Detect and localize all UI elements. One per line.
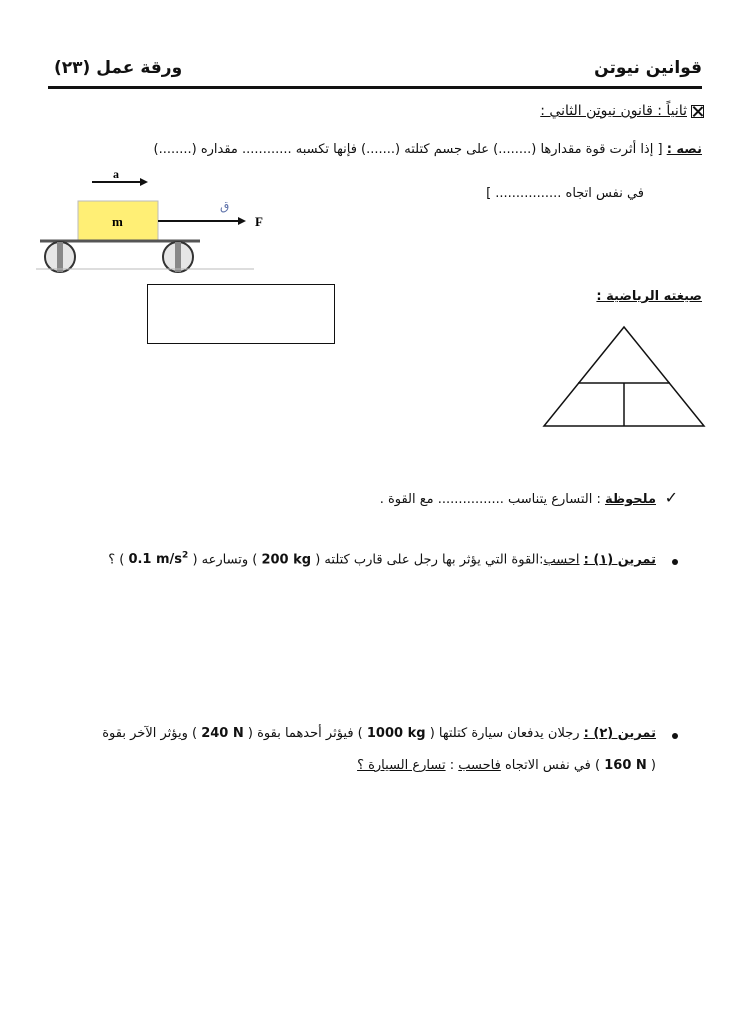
exercise-1-acceleration: 0.1 $m/s^2$ [128, 551, 189, 568]
mass-label: m [112, 214, 123, 229]
exercise-2-text-f: : [449, 758, 455, 773]
statement-line-1: [ إذا أثرت قوة مقدارها (........) على جسم كتلته (.......) فإنها تكسبه ............ مقداره (........) [153, 142, 663, 157]
exercise-2-question: تسارع السيارة ؟ [357, 758, 446, 773]
arabic-force-label: ق [220, 199, 230, 213]
worksheet-topic: قوانين نيوتن [594, 58, 702, 78]
note [380, 492, 656, 507]
exercise-2-text-e: ) في نفس الاتجاه [504, 758, 601, 773]
exercise-2-label: تمرين (٢) : [583, 726, 656, 741]
note-text: : التسارع يتناسب ................ مع القوة . [379, 492, 601, 507]
exercise-2-line-2 [357, 758, 656, 773]
exercise-1-text-c: ) ؟ [108, 552, 125, 568]
cart-diagram [36, 162, 272, 274]
exercise-2-line-1 [102, 726, 656, 741]
formula-title: صيغته الرياضية : [596, 289, 702, 304]
cart-wheel-right-axle [175, 242, 181, 272]
force-arrowhead [238, 217, 246, 225]
exercise-2-mass: 1000 kg [366, 726, 426, 741]
checkbox-icon [691, 105, 704, 118]
exercise-1-mass: 200 kg [261, 552, 312, 568]
exercise-2-text-b: ) فيؤثر أحدهما بقوة ( [247, 726, 363, 741]
section-title-text: ثانياً : قانون نيوتن الثاني : [540, 103, 687, 119]
force-label: F [255, 214, 263, 229]
exercise-2-text-d: ( [650, 758, 656, 773]
exercise-2-force-1: 240 N [201, 726, 244, 741]
exercise-1 [108, 551, 656, 567]
worksheet-number: ورقة عمل (٢٣) [54, 58, 183, 78]
acceleration-label: a [113, 167, 119, 181]
note-label: ملحوظة [604, 492, 656, 507]
statement-line-2: في نفس اتجاه ................ ] [486, 186, 644, 201]
exercise-2-text-a: رجلان يدفعان سيارة كتلتها ( [429, 726, 580, 741]
formula-answer-box[interactable] [147, 284, 335, 344]
cart-wheel-left-axle [57, 242, 63, 272]
exercise-1-text-a: :القوة التي يؤثر بها رجل على قارب كتلته ( [315, 552, 544, 568]
section-title [540, 103, 704, 119]
exercise-1-verb: احسب [543, 552, 580, 568]
check-mark-icon: ✓ [664, 488, 678, 507]
exercise-2-verb: فاحسب [458, 758, 501, 773]
exercise-1-label: تمرين (١) : [583, 552, 656, 568]
exercise-2-force-2: 160 N [604, 758, 647, 773]
exercise-1-bullet [672, 559, 678, 565]
exercise-2-bullet [672, 733, 678, 739]
acceleration-arrowhead [140, 178, 148, 186]
exercise-1-text-b: ) وتسارعه ( [192, 552, 258, 568]
header-divider [48, 86, 702, 89]
exercise-2-text-c: ) ويؤثر الآخر بقوة [102, 726, 198, 741]
statement-label: نصه : [666, 142, 702, 157]
law-statement [154, 142, 703, 157]
formula-triangle [542, 325, 706, 429]
